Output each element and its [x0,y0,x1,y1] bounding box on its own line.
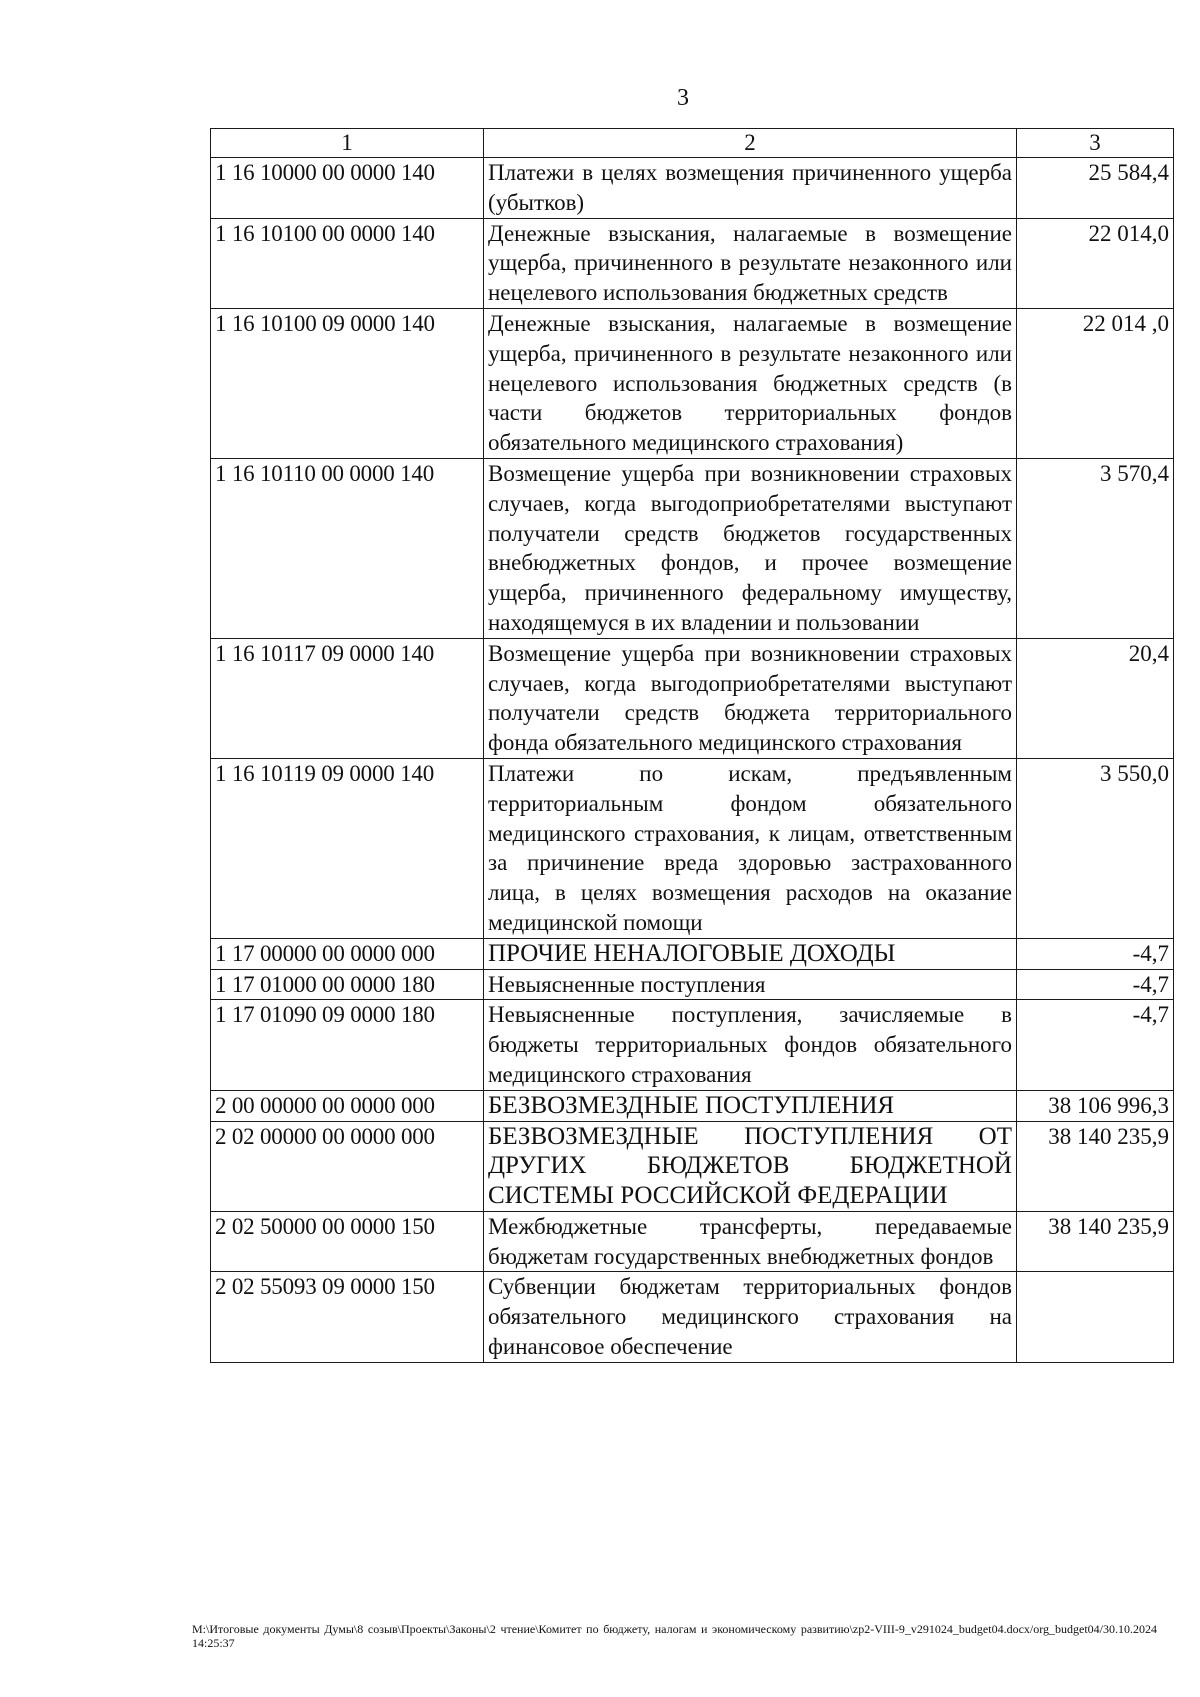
row-amount [1017,1272,1174,1362]
row-amount: 38 140 235,9 [1017,1121,1174,1211]
table-row [211,308,1174,458]
row-code: 2 00 00000 00 0000 000 [211,1090,484,1121]
row-amount: -4,7 [1017,969,1174,1000]
table-row [211,458,1174,638]
row-code: 1 16 10110 00 0000 140 [211,458,484,638]
budget-table [210,128,1174,1363]
row-amount: 38 140 235,9 [1017,1211,1174,1272]
row-amount: 38 106 996,3 [1017,1090,1174,1121]
row-description: Невыясненные поступления [484,969,1017,1000]
table-row [211,938,1174,969]
row-description: Межбюджетные трансферты, передаваемые бюджетам государственных внебюджетных фондов [484,1211,1017,1272]
row-amount: -4,7 [1017,938,1174,969]
row-amount: 3 550,0 [1017,758,1174,938]
row-description: БЕЗВОЗМЕЗДНЫЕ ПОСТУПЛЕНИЯ [484,1090,1017,1121]
row-code: 2 02 55093 09 0000 150 [211,1272,484,1362]
table-row [211,638,1174,758]
row-description: Возмещение ущерба при возникновении страховых случаев, когда выгодоприобретателями выступают получатели средств бюджета территориального фонда обязательного медицинского страхования [484,638,1017,758]
table-row [211,1272,1174,1362]
row-code: 1 16 10100 09 0000 140 [211,308,484,458]
row-amount: 20,4 [1017,638,1174,758]
row-amount: 3 570,4 [1017,458,1174,638]
row-code: 2 02 50000 00 0000 150 [211,1211,484,1272]
table-row [211,1121,1174,1211]
row-code: 1 17 01090 09 0000 180 [211,1000,484,1090]
row-code: 1 16 10100 00 0000 140 [211,218,484,308]
column-header-description: 2 [484,129,1017,158]
table-row [211,1211,1174,1272]
table-row [211,1000,1174,1090]
row-code: 1 16 10119 09 0000 140 [211,758,484,938]
table-row [211,218,1174,308]
table-row [211,969,1174,1000]
row-amount: 25 584,4 [1017,158,1174,219]
table-row [211,1090,1174,1121]
row-description: Невыясненные поступления, зачисляемые в бюджеты территориальных фондов обязательного медицинского страхования [484,1000,1017,1090]
document-path-footer: M:\Итоговые документы Думы\8 созыв\Проекты\Законы\2 чтение\Комитет по бюджету, налогам и экономическому развитию\zp2-VIII-9_v291024_budget04.docx/org_budget04/30.10.2024 14:25:37 [192,1622,1157,1650]
page-number: 3 [677,85,689,111]
row-description: Платежи в целях возмещения причиненного ущерба (убытков) [484,158,1017,219]
column-header-amount: 3 [1017,129,1174,158]
table-header-row [211,129,1174,158]
row-amount: 22 014,0 [1017,218,1174,308]
table-row [211,158,1174,219]
row-description: Субвенции бюджетам территориальных фондов обязательного медицинского страхования на финансовое обеспечение [484,1272,1017,1362]
row-description: ПРОЧИЕ НЕНАЛОГОВЫЕ ДОХОДЫ [484,938,1017,969]
row-amount: 22 014 ,0 [1017,308,1174,458]
row-description: Денежные взыскания, налагаемые в возмещение ущерба, причиненного в результате незаконного или нецелевого использования бюджетных средств (в части бюджетов территориальных фондов обязательного медицинского страхования) [484,308,1017,458]
row-code: 1 16 10000 00 0000 140 [211,158,484,219]
row-code: 1 17 01000 00 0000 180 [211,969,484,1000]
table-row [211,758,1174,938]
row-amount: -4,7 [1017,1000,1174,1090]
row-description: Платежи по искам, предъявленным территориальным фондом обязательного медицинского страхования, к лицам, ответственным за причинение вреда здоровью застрахованного лица, в целях возмещения расходов на оказание медицинской помощи [484,758,1017,938]
row-description: БЕЗВОЗМЕЗДНЫЕ ПОСТУПЛЕНИЯ ОТ ДРУГИХ БЮДЖЕТОВ БЮДЖЕТНОЙ СИСТЕМЫ РОССИЙСКОЙ ФЕДЕРАЦИИ [484,1121,1017,1211]
row-code: 1 17 00000 00 0000 000 [211,938,484,969]
row-code: 1 16 10117 09 0000 140 [211,638,484,758]
row-description: Возмещение ущерба при возникновении страховых случаев, когда выгодоприобретателями выступают получатели средств бюджетов государственных внебюджетных фондов, и прочее возмещение ущерба, причиненного федеральному имуществу, находящемуся в их владении и пользовании [484,458,1017,638]
row-description: Денежные взыскания, налагаемые в возмещение ущерба, причиненного в результате незаконного или нецелевого использования бюджетных средств [484,218,1017,308]
row-code: 2 02 00000 00 0000 000 [211,1121,484,1211]
column-header-code: 1 [211,129,484,158]
